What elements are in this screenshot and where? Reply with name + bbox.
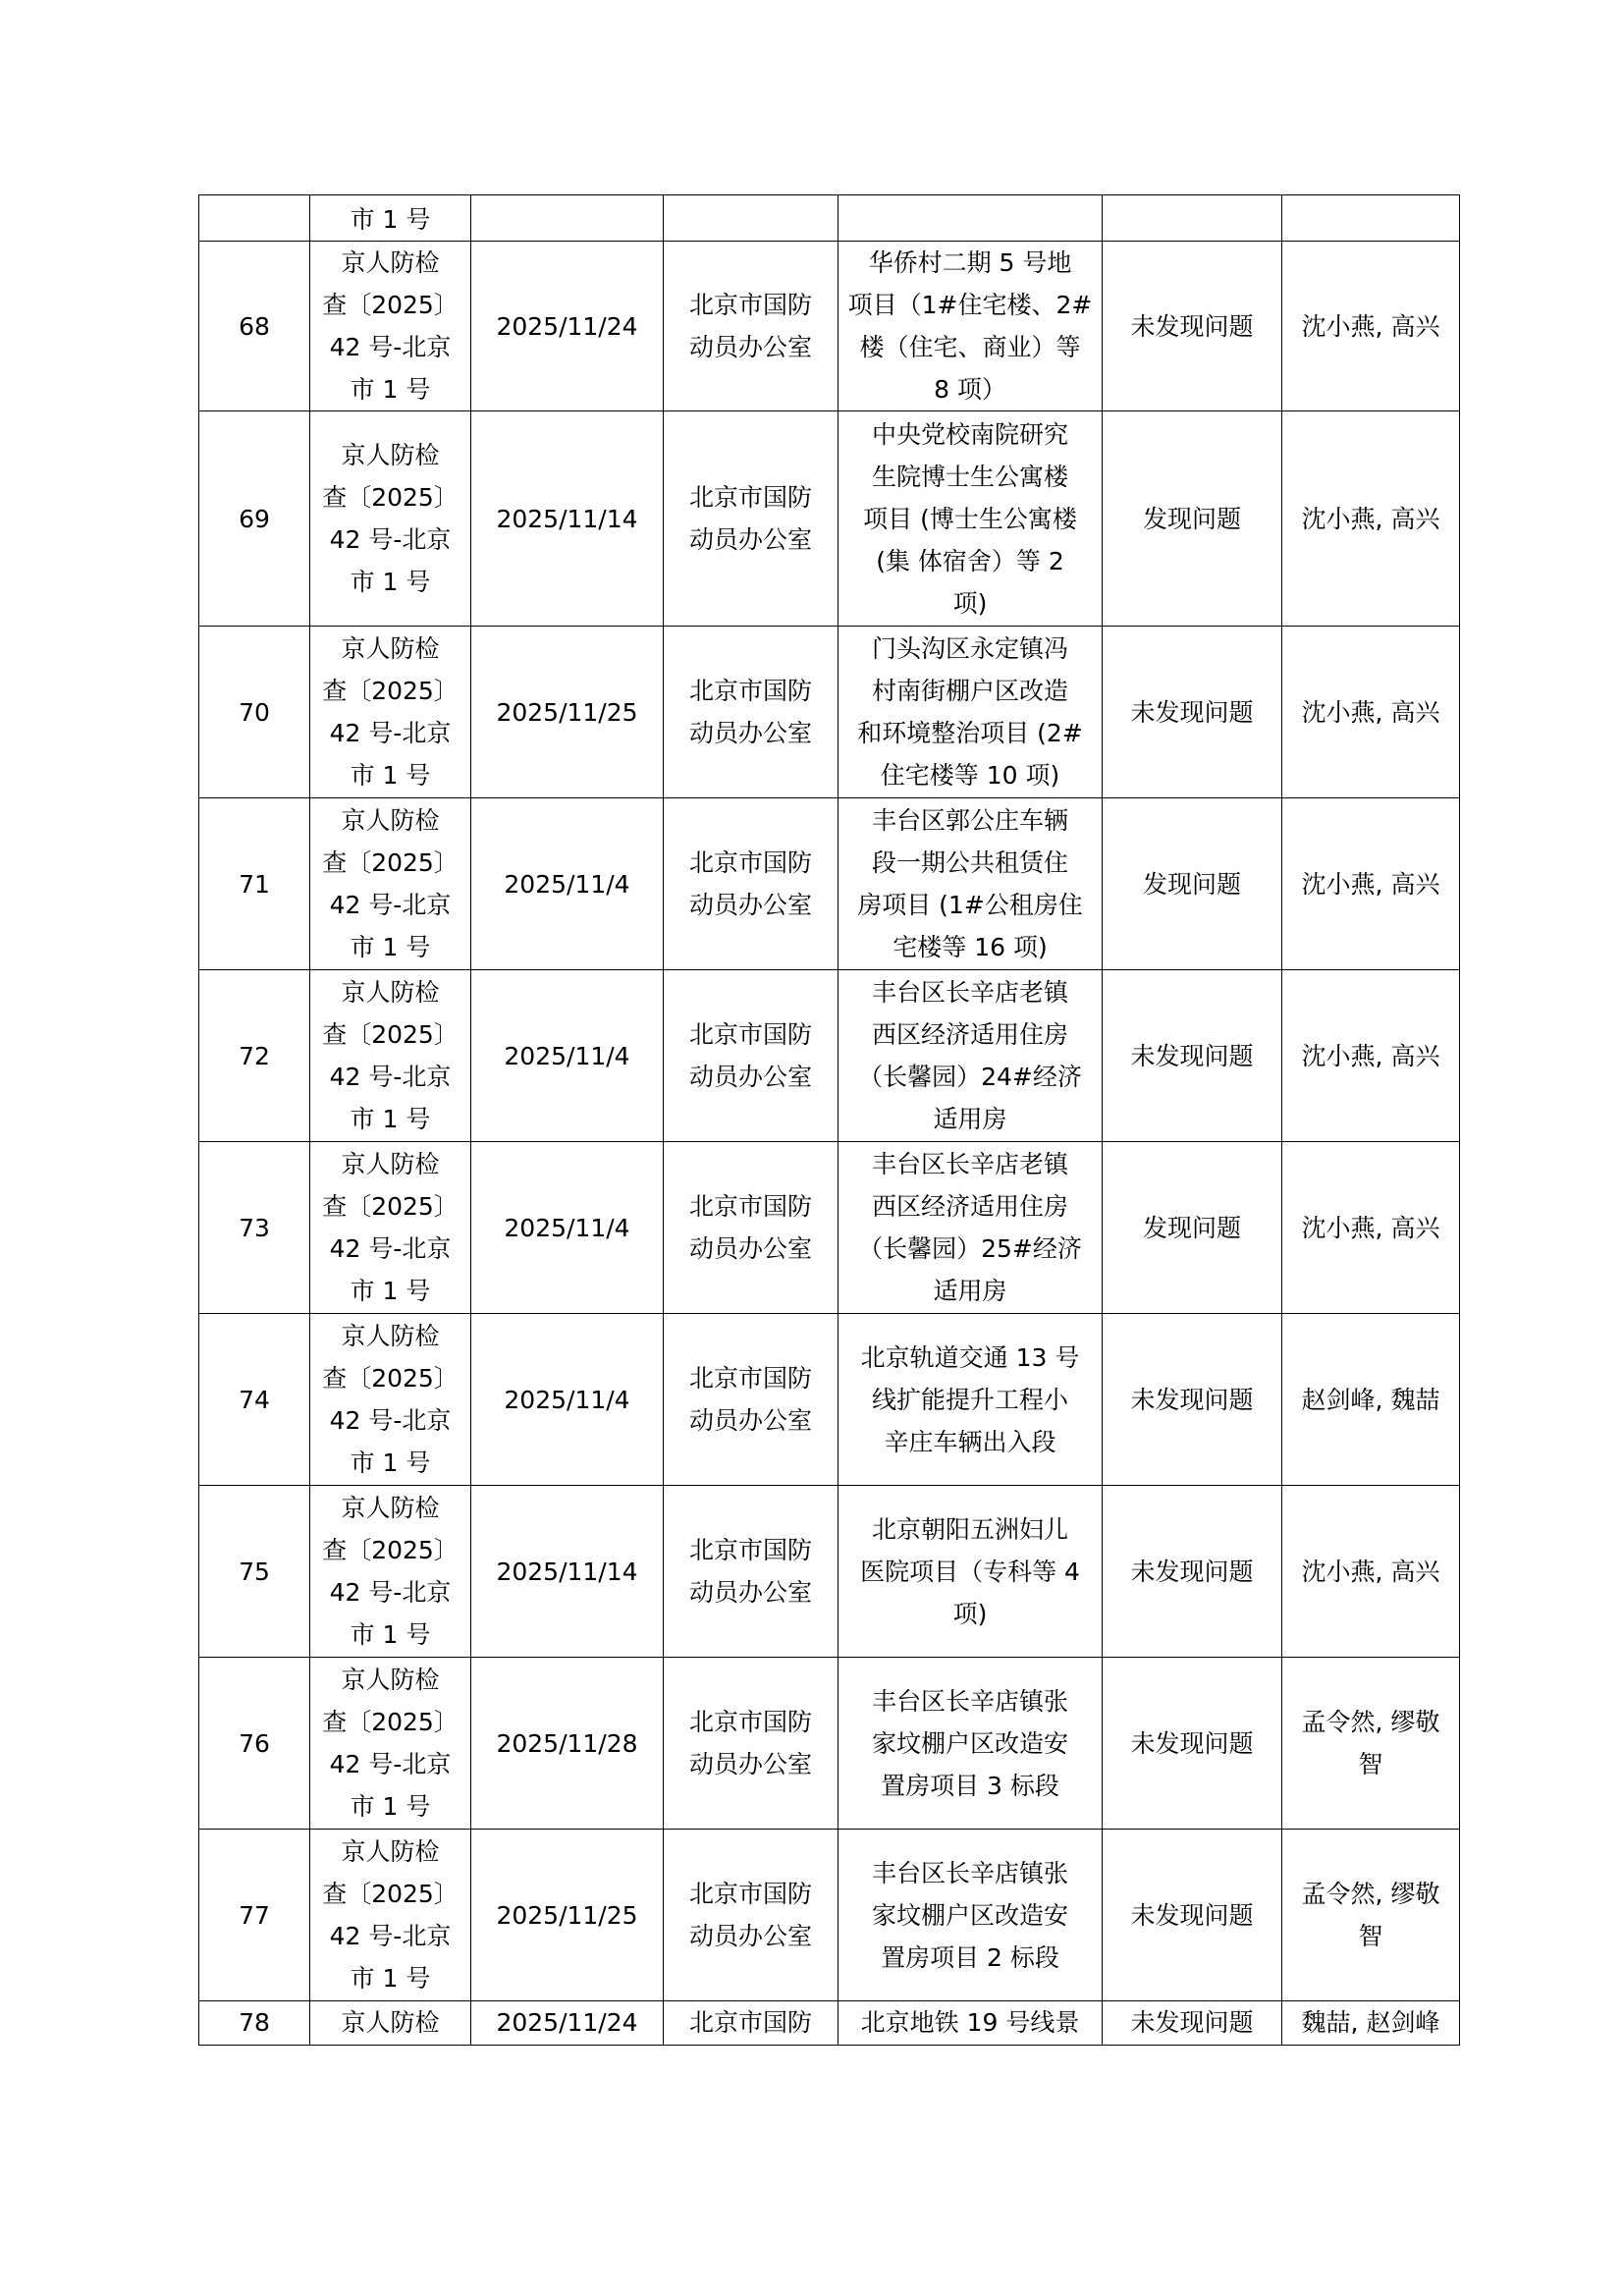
cell-project-line: 项) xyxy=(952,588,988,618)
cell-reference-line: 京人防检 xyxy=(341,441,440,469)
cell-reference xyxy=(310,242,471,411)
cell-project-line: 房项目 (1#公租房住 xyxy=(857,891,1083,919)
cell-no-text: 68 xyxy=(239,311,270,341)
cell-organization-line: 动员办公室 xyxy=(688,525,812,554)
cell-inspectors-text: 魏喆, 赵剑峰 xyxy=(1301,2008,1440,2037)
cell-project-line: 辛庄车辆出入段 xyxy=(884,1427,1056,1456)
cell-inspectors-line: 赵剑峰, 魏喆 xyxy=(1301,1385,1440,1414)
cell-project-line: 家坟棚户区改造安 xyxy=(871,1728,1068,1758)
cell-reference-line: 市 1 号 xyxy=(350,1105,431,1133)
cell-no xyxy=(199,1486,310,1658)
cell-reference-line: 42 号-北京 xyxy=(329,1922,452,1950)
cell-no xyxy=(199,195,310,242)
cell-result-text: 发现问题 xyxy=(1142,869,1241,899)
cell-date xyxy=(471,970,664,1142)
cell-no xyxy=(199,2001,310,2046)
cell-project-line: 西区经济适用住房 xyxy=(871,1192,1068,1221)
cell-inspectors xyxy=(1282,1486,1460,1658)
cell-reference-line: 市 1 号 xyxy=(350,1449,431,1477)
cell-reference-line: 市 1 号 xyxy=(350,761,431,790)
cell-result xyxy=(1103,1314,1282,1486)
cell-organization-line: 动员办公室 xyxy=(688,891,812,919)
cell-inspectors xyxy=(1282,1142,1460,1314)
cell-inspectors-line: 孟令然, 缪敬 xyxy=(1301,1708,1440,1736)
cell-reference-line: 京人防检 xyxy=(341,248,440,277)
cell-organization-line: 北京市国防 xyxy=(688,1536,812,1564)
cell-no xyxy=(199,970,310,1142)
table-row xyxy=(199,1486,1460,1658)
cell-organization-line: 动员办公室 xyxy=(688,1922,812,1950)
cell-date-text: 2025/11/28 xyxy=(496,1728,638,1758)
cell-reference xyxy=(310,1142,471,1314)
cell-result-text: 发现问题 xyxy=(1142,1213,1241,1242)
cell-organization-line: 动员办公室 xyxy=(688,333,812,361)
cell-result xyxy=(1103,970,1282,1142)
cell-result xyxy=(1103,242,1282,411)
cell-organization xyxy=(664,970,839,1142)
table-row xyxy=(199,242,1460,411)
cell-organization-line: 北京市国防 xyxy=(688,1880,812,1908)
cell-organization-line: 北京市国防 xyxy=(688,1020,812,1049)
cell-reference-line: 查〔2025〕 xyxy=(322,677,459,705)
table-row xyxy=(199,798,1460,970)
cell-reference-line: 42 号-北京 xyxy=(329,333,452,361)
cell-date xyxy=(471,195,664,242)
cell-organization-line: 北京市国防 xyxy=(688,848,812,877)
cell-date xyxy=(471,1142,664,1314)
cell-project-line: 丰台区长辛店镇张 xyxy=(871,1858,1068,1887)
cell-reference-line: 42 号-北京 xyxy=(329,1234,452,1263)
cell-project-line: (集 体宿舍）等 2 xyxy=(876,546,1064,575)
cell-reference xyxy=(310,1830,471,2001)
cell-date xyxy=(471,411,664,627)
cell-result-text: 未发现问题 xyxy=(1130,2008,1254,2037)
cell-inspectors-line: 沈小燕, 高兴 xyxy=(1301,1041,1440,1070)
cell-organization-line: 动员办公室 xyxy=(688,1750,812,1778)
cell-result xyxy=(1103,1486,1282,1658)
cell-inspectors xyxy=(1282,2001,1460,2046)
cell-inspectors-line: 沈小燕, 高兴 xyxy=(1301,697,1440,727)
cell-reference-line: 查〔2025〕 xyxy=(322,1020,459,1049)
cell-result-text: 未发现问题 xyxy=(1130,1728,1254,1758)
cell-no-text: 76 xyxy=(239,1728,270,1758)
cell-reference xyxy=(310,1314,471,1486)
cell-reference-line: 42 号-北京 xyxy=(329,1063,452,1091)
cell-reference-line: 查〔2025〕 xyxy=(322,291,459,319)
cell-date-text: 2025/11/25 xyxy=(496,1900,638,1930)
cell-reference xyxy=(310,195,471,242)
cell-project-line: 中央党校南院研究 xyxy=(871,419,1068,449)
cell-no-text: 78 xyxy=(239,2008,270,2037)
cell-project-line: 适用房 xyxy=(933,1105,1007,1133)
cell-reference xyxy=(310,2001,471,2046)
cell-date-text: 2025/11/4 xyxy=(504,1213,630,1242)
cell-date-text: 2025/11/4 xyxy=(504,869,630,899)
cell-organization xyxy=(664,1486,839,1658)
cell-reference-line: 京人防检 xyxy=(341,1494,440,1522)
cell-organization-line: 动员办公室 xyxy=(688,1063,812,1091)
cell-inspectors-line: 沈小燕, 高兴 xyxy=(1301,1213,1440,1242)
cell-date xyxy=(471,1486,664,1658)
cell-reference-line: 查〔2025〕 xyxy=(322,1880,459,1908)
cell-project-line: 置房项目 2 标段 xyxy=(881,1942,1059,1972)
table-row xyxy=(199,627,1460,798)
cell-date-text: 2025/11/14 xyxy=(496,504,638,533)
cell-reference-line: 42 号-北京 xyxy=(329,719,452,747)
cell-inspectors xyxy=(1282,1830,1460,2001)
cell-organization xyxy=(664,242,839,411)
cell-organization-line: 北京市国防 xyxy=(688,1364,812,1393)
cell-no xyxy=(199,627,310,798)
cell-date xyxy=(471,1830,664,2001)
cell-reference-line: 市 1 号 xyxy=(350,1964,431,1993)
cell-inspectors xyxy=(1282,195,1460,242)
cell-project-line: 宅楼等 16 项) xyxy=(893,933,1048,961)
cell-reference xyxy=(310,798,471,970)
cell-date-text: 2025/11/4 xyxy=(504,1041,630,1070)
cell-organization xyxy=(664,627,839,798)
cell-project xyxy=(839,1486,1103,1658)
cell-project-line: 丰台区郭公庄车辆 xyxy=(871,806,1068,835)
cell-organization-text: 北京市国防 xyxy=(688,2008,812,2037)
cell-result-text: 未发现问题 xyxy=(1130,311,1254,341)
cell-result-text: 未发现问题 xyxy=(1130,1557,1254,1586)
cell-project-line: 适用房 xyxy=(933,1277,1007,1305)
cell-project-line: 村南街棚户区改造 xyxy=(871,677,1068,705)
cell-project-line: 丰台区长辛店镇张 xyxy=(871,1686,1068,1716)
table-row xyxy=(199,1830,1460,2001)
cell-reference-line: 查〔2025〕 xyxy=(322,848,459,877)
cell-reference-line: 市 1 号 xyxy=(350,1277,431,1305)
cell-organization-line: 动员办公室 xyxy=(688,1578,812,1607)
cell-result-text: 未发现问题 xyxy=(1130,1900,1254,1930)
cell-result xyxy=(1103,798,1282,970)
cell-project-line: 置房项目 3 标段 xyxy=(881,1771,1059,1800)
cell-reference-line: 京人防检 xyxy=(341,634,440,663)
cell-date xyxy=(471,798,664,970)
cell-project xyxy=(839,1658,1103,1830)
cell-inspectors xyxy=(1282,1314,1460,1486)
cell-inspectors-line: 沈小燕, 高兴 xyxy=(1301,1557,1440,1586)
cell-reference-line: 市 1 号 xyxy=(350,933,431,961)
cell-project-line: 住宅楼等 10 项) xyxy=(880,761,1060,790)
cell-reference-line: 市 1 号 xyxy=(350,375,431,404)
cell-no-text: 71 xyxy=(239,869,270,899)
cell-inspectors xyxy=(1282,627,1460,798)
cell-result xyxy=(1103,411,1282,627)
cell-project-line: 丰台区长辛店老镇 xyxy=(871,978,1068,1007)
table-row xyxy=(199,1314,1460,1486)
cell-no-text: 69 xyxy=(239,504,270,533)
cell-result xyxy=(1103,1142,1282,1314)
cell-project xyxy=(839,2001,1103,2046)
inspection-records-table xyxy=(198,194,1460,2046)
cell-inspectors-line: 智 xyxy=(1358,1922,1383,1950)
cell-no xyxy=(199,411,310,627)
cell-organization-line: 北京市国防 xyxy=(688,677,812,705)
cell-project-line: 门头沟区永定镇冯 xyxy=(871,634,1068,663)
cell-project xyxy=(839,411,1103,627)
cell-project xyxy=(839,1830,1103,2001)
cell-project-line: 医院项目（专科等 4 xyxy=(860,1557,1080,1586)
cell-date-text: 2025/11/24 xyxy=(496,2008,638,2037)
cell-project-line: 丰台区长辛店老镇 xyxy=(871,1150,1068,1178)
cell-reference-line: 查〔2025〕 xyxy=(322,483,459,512)
cell-reference xyxy=(310,411,471,627)
cell-reference-line: 42 号-北京 xyxy=(329,1406,452,1435)
cell-result xyxy=(1103,195,1282,242)
cell-date xyxy=(471,2001,664,2046)
cell-reference-line: 42 号-北京 xyxy=(329,525,452,554)
cell-project-line: 北京朝阳五洲妇儿 xyxy=(871,1514,1068,1544)
cell-organization-line: 北京市国防 xyxy=(688,483,812,512)
cell-reference xyxy=(310,1658,471,1830)
cell-no xyxy=(199,1314,310,1486)
cell-inspectors xyxy=(1282,411,1460,627)
cell-no xyxy=(199,1658,310,1830)
cell-organization xyxy=(664,1314,839,1486)
cell-reference-line: 市 1 号 xyxy=(350,1620,431,1649)
reference-tail: 市 1 号 xyxy=(350,205,431,234)
cell-reference-line: 京人防检 xyxy=(341,1322,440,1350)
cell-reference-text: 京人防检 xyxy=(341,2008,440,2037)
cell-inspectors-line: 沈小燕, 高兴 xyxy=(1301,869,1440,899)
cell-project-text: 北京地铁 19 号线景 xyxy=(860,2008,1080,2037)
cell-no xyxy=(199,1142,310,1314)
cell-organization xyxy=(664,195,839,242)
cell-no-text: 77 xyxy=(239,1900,270,1930)
cell-inspectors-line: 智 xyxy=(1358,1750,1383,1778)
cell-project xyxy=(839,195,1103,242)
cell-no xyxy=(199,242,310,411)
cell-project-line: 华侨村二期 5 号地 xyxy=(868,248,1072,277)
cell-project-line: （长馨园）24#经济 xyxy=(858,1063,1082,1091)
cell-project-line: 项目（1#住宅楼、2# xyxy=(847,291,1093,319)
cell-reference-line: 查〔2025〕 xyxy=(322,1192,459,1221)
cell-no xyxy=(199,1830,310,2001)
cell-reference xyxy=(310,970,471,1142)
cell-project xyxy=(839,1142,1103,1314)
cell-organization-line: 动员办公室 xyxy=(688,1406,812,1435)
cell-reference-line: 42 号-北京 xyxy=(329,1750,452,1778)
cell-organization-line: 动员办公室 xyxy=(688,719,812,747)
cell-reference-line: 市 1 号 xyxy=(350,568,431,596)
table-row xyxy=(199,970,1460,1142)
cell-result-text: 未发现问题 xyxy=(1130,1385,1254,1414)
cell-reference-line: 查〔2025〕 xyxy=(322,1536,459,1564)
cell-result xyxy=(1103,1830,1282,2001)
cell-reference-line: 42 号-北京 xyxy=(329,891,452,919)
cell-result xyxy=(1103,2001,1282,2046)
cell-date xyxy=(471,627,664,798)
cell-reference-line: 市 1 号 xyxy=(350,1792,431,1821)
cell-result-text: 未发现问题 xyxy=(1130,697,1254,727)
cell-organization xyxy=(664,411,839,627)
cell-reference-line: 查〔2025〕 xyxy=(322,1708,459,1736)
cell-date-text: 2025/11/14 xyxy=(496,1557,638,1586)
cell-reference-line: 京人防检 xyxy=(341,1150,440,1178)
cell-reference-line: 42 号-北京 xyxy=(329,1578,452,1607)
cell-organization-line: 动员办公室 xyxy=(688,1234,812,1263)
cell-organization-line: 北京市国防 xyxy=(688,291,812,319)
cell-no-text: 75 xyxy=(239,1557,270,1586)
table-body xyxy=(199,195,1460,2046)
cell-date-text: 2025/11/25 xyxy=(496,697,638,727)
cell-project-line: 西区经济适用住房 xyxy=(871,1020,1068,1049)
cell-project-line: 线扩能提升工程小 xyxy=(871,1385,1068,1414)
cell-project-line: 8 项） xyxy=(934,375,1006,404)
cell-organization xyxy=(664,2001,839,2046)
cell-project-line: 北京轨道交通 13 号 xyxy=(860,1342,1080,1372)
cell-project xyxy=(839,1314,1103,1486)
cell-inspectors xyxy=(1282,1658,1460,1830)
cell-organization xyxy=(664,1830,839,2001)
cell-reference-line: 京人防检 xyxy=(341,978,440,1007)
cell-inspectors-line: 沈小燕, 高兴 xyxy=(1301,504,1440,533)
cell-no-text: 73 xyxy=(239,1213,270,1242)
cell-result-text: 未发现问题 xyxy=(1130,1041,1254,1070)
cell-reference-line: 京人防检 xyxy=(341,806,440,835)
cell-reference-line: 京人防检 xyxy=(341,1666,440,1694)
table-row xyxy=(199,1658,1460,1830)
cell-project-line: 生院博士生公寓楼 xyxy=(871,462,1068,491)
cell-reference xyxy=(310,1486,471,1658)
cell-date xyxy=(471,1658,664,1830)
cell-reference-line: 京人防检 xyxy=(341,1837,440,1866)
cell-result xyxy=(1103,627,1282,798)
cell-project xyxy=(839,970,1103,1142)
cell-no-text: 72 xyxy=(239,1041,270,1070)
cell-project-line: 段一期公共租赁住 xyxy=(871,848,1068,877)
cell-inspectors xyxy=(1282,798,1460,970)
cell-no xyxy=(199,798,310,970)
cell-project-line: 项) xyxy=(952,1599,988,1628)
table-row-continued xyxy=(199,195,1460,242)
cell-project xyxy=(839,798,1103,970)
cell-inspectors-line: 孟令然, 缪敬 xyxy=(1301,1880,1440,1908)
cell-reference xyxy=(310,627,471,798)
cell-result xyxy=(1103,1658,1282,1830)
cell-reference-line: 查〔2025〕 xyxy=(322,1364,459,1393)
cell-project-line: 项目 (博士生公寓楼 xyxy=(863,504,1077,533)
cell-inspectors-line: 沈小燕, 高兴 xyxy=(1301,311,1440,341)
cell-project-line: （长馨园）25#经济 xyxy=(858,1234,1082,1263)
cell-date-text: 2025/11/4 xyxy=(504,1385,630,1414)
cell-project-line: 和环境整治项目 (2# xyxy=(857,719,1083,747)
cell-inspectors xyxy=(1282,970,1460,1142)
cell-project-line: 楼（住宅、商业）等 xyxy=(859,333,1081,361)
cell-result-text: 发现问题 xyxy=(1142,504,1241,533)
cell-date xyxy=(471,242,664,411)
cell-organization xyxy=(664,798,839,970)
cell-inspectors xyxy=(1282,242,1460,411)
cell-no-text: 70 xyxy=(239,697,270,727)
cell-project xyxy=(839,242,1103,411)
cell-organization xyxy=(664,1658,839,1830)
cell-organization-line: 北京市国防 xyxy=(688,1708,812,1736)
cell-date xyxy=(471,1314,664,1486)
cell-organization-line: 北京市国防 xyxy=(688,1192,812,1221)
table-row xyxy=(199,411,1460,627)
cell-project-line: 家坟棚户区改造安 xyxy=(871,1900,1068,1930)
table-row-partial xyxy=(199,2001,1460,2046)
table-row xyxy=(199,1142,1460,1314)
cell-organization xyxy=(664,1142,839,1314)
cell-no-text: 74 xyxy=(239,1385,270,1414)
cell-date-text: 2025/11/24 xyxy=(496,311,638,341)
cell-project xyxy=(839,627,1103,798)
